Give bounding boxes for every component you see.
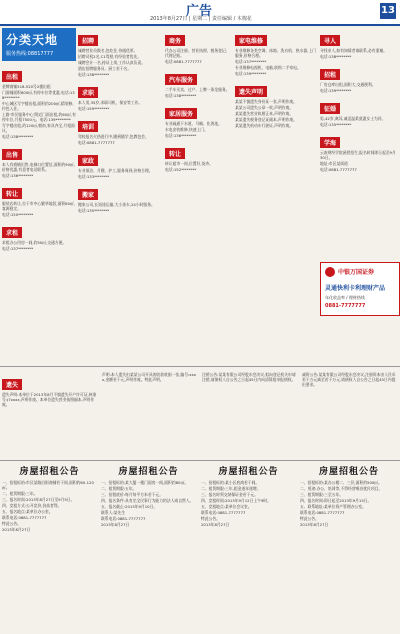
notice-line: 五、报名地点:某单位办公室。: [2, 509, 53, 514]
classified-banner: [2, 28, 76, 61]
classified-line: 写字楼出租,约120㎡,朝南,家具齐全,月租面议。: [2, 123, 75, 133]
classified-listing: [235, 48, 317, 76]
classified-line: 某某遗失营业执照正本,声明作废。: [235, 111, 294, 116]
legal-notice: [102, 372, 198, 456]
notice-line: 一、招租标的:某大厦一楼门面房一间,面积约80㎡。: [101, 480, 189, 485]
classified-section: [165, 101, 233, 138]
notice-line: 四、报名条件:具有完全民事行为能力的法人或自然人。: [101, 498, 194, 503]
classified-listing: [320, 48, 398, 59]
classified-category-tag: 培训: [78, 121, 98, 132]
classified-line: 地址:市区某街道: [320, 161, 348, 166]
rental-notice-title: 房屋招租公告: [19, 467, 80, 477]
classified-line: 电话:137********: [2, 246, 34, 251]
classified-category-tag: 转让: [2, 188, 22, 199]
classified-line: 求租办公用房一间,约50㎡,交通方便。: [2, 240, 67, 245]
legal-notice-text: 减资公告:某某有限公司经股东会决议,注册资本由人民币若干万元减至若干万元,请债权人自公告之日起45日内提出要求。: [302, 372, 396, 387]
classified-listing: [78, 134, 162, 145]
classified-line: 电话:150********: [2, 212, 34, 217]
classified-category-tag: 商务: [165, 35, 185, 46]
classified-section: [2, 142, 76, 178]
classified-listing: [78, 48, 162, 77]
notice-line: 五、联系地址:某单位资产管理办公室。: [300, 504, 366, 509]
classified-section: [2, 64, 76, 139]
notice-line: 二、租赁期限:三年。: [2, 491, 38, 496]
rental-notice: [101, 464, 196, 632]
notice-line: 四、竞租时间:2013年9月12日上午9时。: [201, 498, 271, 503]
classified-category-tag: 遗失声明: [235, 86, 267, 97]
rental-notice-title: 房屋招租公告: [218, 467, 279, 477]
classified-section: [78, 182, 162, 213]
classified-line: 驾校报名火热进行中,随到随学,包教包会。: [78, 134, 149, 139]
classified-line: 厂房仓库出租,面积大,交通便利。: [320, 82, 376, 87]
rental-notice: [2, 464, 97, 632]
classified-line: 诚聘会计一名,持证上岗,工作认真负责。: [78, 60, 145, 65]
column-sections: [2, 64, 76, 251]
notice-line: 五、报名截止:2013年9月10日。: [101, 504, 158, 509]
classified-line: 电话:138********: [165, 93, 197, 98]
classified-line: 转让超市一间,位置好,货齐。: [165, 161, 213, 166]
classified-category-tag: 求租: [2, 227, 22, 238]
classified-section: [320, 130, 398, 172]
notice-line: 2013年8月27日: [2, 527, 31, 532]
section-divider: [0, 460, 400, 461]
classified-column-3: [165, 28, 233, 364]
legal-notice-text: 注销公告:某某有限公司经股东会决议,拟向登记机关申请注销,请债权人自公告之日起45日内向清算组申报债权。: [202, 372, 296, 382]
classified-listing: [165, 161, 233, 172]
classified-section: [2, 220, 76, 251]
legal-notice-text: 遗失声明:本单位于2013年8月不慎遗失开户许可证,核准号:J7xxxx,声明作废。本单位遗失营业执照副本,声明作废。: [2, 392, 97, 407]
legal-notice-text: 声明:本人遗失由某某公司开具的收款收据一张,编号:xxxx,金额若干元,声明作废。特此声明。: [102, 372, 197, 382]
classified-line: 酒店招聘服务员、厨工若干名。: [78, 66, 132, 71]
classified-section: [320, 28, 398, 59]
notice-line: 特此公告。: [300, 516, 319, 521]
notice-line: 五、竞租地点:某单位会议室。: [201, 504, 252, 509]
notice-line: 联系电话:0881-7777777: [300, 510, 345, 515]
rental-notice-title: 房屋招租公告: [318, 467, 379, 477]
notice-line: 联系人:某先生: [101, 510, 126, 515]
classified-section: [78, 80, 162, 111]
classified-category-tag: 招租: [320, 69, 340, 80]
classified-category-tag: 汽车服务: [165, 74, 197, 85]
notice-line: 2013年8月27日: [101, 522, 130, 527]
notice-line: 四、报名时间:即日起至2013年9月15日。: [300, 498, 372, 503]
rental-notice: [201, 464, 296, 632]
classified-category-tag: 学海: [320, 137, 340, 148]
classified-category-tag: 家政: [78, 155, 98, 166]
rental-notice-body: [101, 480, 196, 527]
classified-section: [320, 62, 398, 93]
classified-line: 云南财经学院函授招生,报名时间即日起至9月30日。: [320, 150, 396, 160]
banner-title: 分类天地: [6, 33, 59, 47]
classified-line: 水电安装维修,快速上门。: [165, 127, 208, 132]
classified-category-tag: 寻人: [320, 35, 340, 46]
legal-notice-tag: 遗失: [2, 379, 22, 390]
classified-line: 上路'市民服务中心'附近门面出租,约60㎡,有停车位,月租7500元。电话:139********: [2, 112, 76, 122]
classified-line: 招聘司机2名,C1驾照,有经验者优先。: [78, 54, 142, 59]
legal-notice: [2, 372, 98, 456]
rental-notice-title: 房屋招租公告: [118, 467, 179, 477]
classified-section: [78, 148, 162, 179]
classified-line: 某某遗失机动车行驶证,声明作废。: [235, 123, 294, 128]
legal-notice: [202, 372, 298, 456]
notice-line: 三、报名时间:2013年8月27日至9月5日。: [2, 497, 75, 502]
classified-listing: [2, 201, 76, 217]
rental-notice: [300, 464, 398, 632]
classified-listing: [165, 87, 233, 98]
classified-section: [165, 141, 233, 172]
notice-line: 联系电话:0881-7777777: [2, 515, 47, 520]
classified-line: 服装店转让,位于市中心繁华地段,面积80㎡,客源稳定。: [2, 201, 75, 211]
classified-listing: [2, 240, 76, 251]
classified-line: 诚聘营业员数名,包吃住,待遇优厚。: [78, 48, 138, 53]
classified-line: 中心城区写字楼出租,面积约200㎡,精装修,拎包入住。: [2, 101, 74, 111]
classified-category-tag: 招聘: [78, 35, 98, 46]
rental-notice-body: [2, 480, 97, 532]
classified-line: 电话:0881-7777777: [320, 167, 357, 172]
classified-line: 本人有商铺出售,电梯口位置佳,面积约90㎡,价格优惠,有意者电话联系。: [2, 162, 75, 172]
bank-logo-icon: [325, 267, 335, 277]
classified-line: 专业疏通下水道、马桶、化粪池。: [165, 121, 222, 126]
classified-section: [235, 28, 317, 76]
classified-line: 某某不慎遗失身份证一张,声明作废。: [235, 99, 297, 104]
notice-line: 特此公告。: [2, 521, 21, 526]
classified-section: [165, 67, 233, 98]
classified-listing: [320, 150, 398, 172]
classified-category-tag: 家电维修: [235, 35, 267, 46]
classified-section: [165, 28, 233, 64]
notice-line: 2013年8月27日: [201, 522, 230, 527]
column-sections: [235, 28, 317, 128]
banner-phone: 服务热线:08817777: [6, 51, 54, 57]
classified-category-tag: 转让: [165, 148, 185, 159]
classified-line: 电话:136********: [165, 133, 197, 138]
classified-line: 电话:136********: [2, 173, 34, 178]
legal-notice: [302, 372, 398, 456]
notice-line: 特此公告。: [201, 516, 220, 521]
classified-listing: [78, 100, 162, 111]
classified-category-tag: 搬家: [78, 189, 98, 200]
notice-line: 二、用途:办公、培训等,不得经营噪音扰民项目。: [300, 486, 383, 491]
classified-line: 电话:152********: [165, 167, 197, 172]
classified-listing: [235, 99, 317, 128]
classified-line: 电话:138********: [2, 134, 34, 139]
classified-section: [78, 114, 162, 145]
classified-line: 电话:0881-7777777: [78, 140, 115, 145]
rental-notice-body: [300, 480, 398, 527]
classified-category-tag: 出租: [2, 71, 22, 82]
classified-line: 电话:159********: [78, 106, 110, 111]
dateline: 2013年8月27日 | 星期二 | 责任编辑 / 木棉花: [150, 16, 252, 22]
classified-line: 电话:139********: [235, 71, 267, 76]
column-sections: [320, 28, 398, 172]
classified-category-tag: 求职: [78, 87, 98, 98]
classified-line: 某某遗失税务登记证副本,声明作废。: [235, 117, 297, 122]
rental-notice-body: [201, 480, 296, 527]
classified-line: 门面铺面积800㎡,有停车位等优惠,电话:138********: [2, 90, 75, 100]
classified-category-tag: 家居服务: [165, 108, 197, 119]
notice-line: 三、租赁期限:三至五年。: [300, 492, 344, 497]
section-divider: [0, 366, 400, 367]
securities-ad[interactable]: [320, 262, 400, 316]
classified-line: 电话:137********: [235, 59, 267, 64]
notice-line: 二、租赁期限:三年,租金逐年递增。: [201, 486, 261, 491]
column-sections: [165, 28, 233, 172]
classified-line: 男,42岁,离异,诚觅温柔贤惠女士为伴。: [320, 116, 386, 121]
notice-line: 一、招租标的:某办公楼二、三层,面积约500㎡。: [300, 480, 382, 485]
classified-line: 金牌商铺518-520号2楼出租: [2, 84, 51, 89]
classified-line: 专业维修各类空调、冰箱、洗衣机、热水器,上门服务,价格合理。: [235, 48, 316, 58]
ad-slogan: 灵通快利卡利理财产品: [325, 285, 386, 292]
column-sections: [78, 28, 162, 213]
classified-listing: [165, 121, 233, 138]
classified-line: 电话:135********: [320, 122, 352, 127]
page-number: 13: [380, 3, 396, 19]
classified-line: 代办公司注册、营业执照、税务登记、代理记账。: [165, 48, 230, 58]
classified-line: 搬家公司,长短途运输,大小货车,24小时服务。: [78, 202, 155, 207]
classified-column-2: [78, 28, 162, 364]
classified-line: 电话:133********: [78, 174, 110, 179]
notice-line: 一、招租标的:市区某路沿街商铺若干间,面积约60-120㎡。: [2, 480, 94, 490]
masthead: [0, 0, 400, 26]
classified-line: 电话:135********: [78, 208, 110, 213]
classified-line: 二手车买卖、过户、上牌一条龙服务。: [165, 87, 230, 92]
notice-line: 2013年8月27日: [300, 522, 329, 527]
classified-listing: [78, 202, 162, 213]
classified-line: 电话:138********: [78, 72, 110, 77]
classified-section: [2, 181, 76, 217]
classified-column-1: [2, 28, 76, 364]
classified-section: [235, 79, 317, 128]
notice-line: 联系电话:0881-7777777: [101, 516, 146, 521]
notice-line: 三、报名时须交纳保证金若干元。: [201, 492, 258, 497]
ad-company-name: 中银万国证券: [338, 269, 375, 276]
classified-listing: [320, 82, 398, 93]
ad-phone: 0881-7777777: [325, 303, 366, 309]
classified-line: 某某公司遗失公章一枚,声明作废。: [235, 105, 294, 110]
classified-listing: [2, 162, 76, 178]
notice-line: 联系电话:0881-7777777: [201, 510, 246, 515]
notice-line: 四、竞租方式:公开竞价,价高者得。: [2, 503, 62, 508]
classified-category-tag: 出售: [2, 149, 22, 160]
classified-column-4: [235, 28, 317, 364]
classified-listing: [78, 168, 162, 179]
classified-listing: [2, 84, 76, 139]
classified-line: 本人男,35岁,求职司机、保安等工作。: [78, 100, 143, 105]
section-title: 广告: [186, 4, 213, 19]
classified-category-tag: 征婚: [320, 103, 340, 114]
classified-line: 专业保洁、月嫂、护工,服务周到,价格合理。: [78, 168, 153, 173]
classified-section: [320, 96, 398, 127]
classified-section: [78, 28, 162, 77]
classified-line: 电话:0881-7777777: [165, 59, 202, 64]
classified-line: 电话:139********: [320, 88, 352, 93]
classified-line: 电话:138********: [320, 54, 352, 59]
notice-line: 三、招租底价:每月每平方米若干元。: [101, 492, 164, 497]
ad-subline: 年化收益率 / 理财热线: [325, 295, 365, 300]
classified-line: 专业维修电视机、电脑,收购二手家电。: [235, 65, 301, 70]
classified-line: 寻找亲人,如有知情者请联系,必有重谢。: [320, 48, 387, 53]
classified-listing: [320, 116, 398, 127]
notice-line: 一、招租标的:某小区底商若干间。: [201, 480, 260, 485]
classified-listing: [165, 48, 233, 64]
notice-line: 二、租赁期限:五年。: [101, 486, 137, 491]
